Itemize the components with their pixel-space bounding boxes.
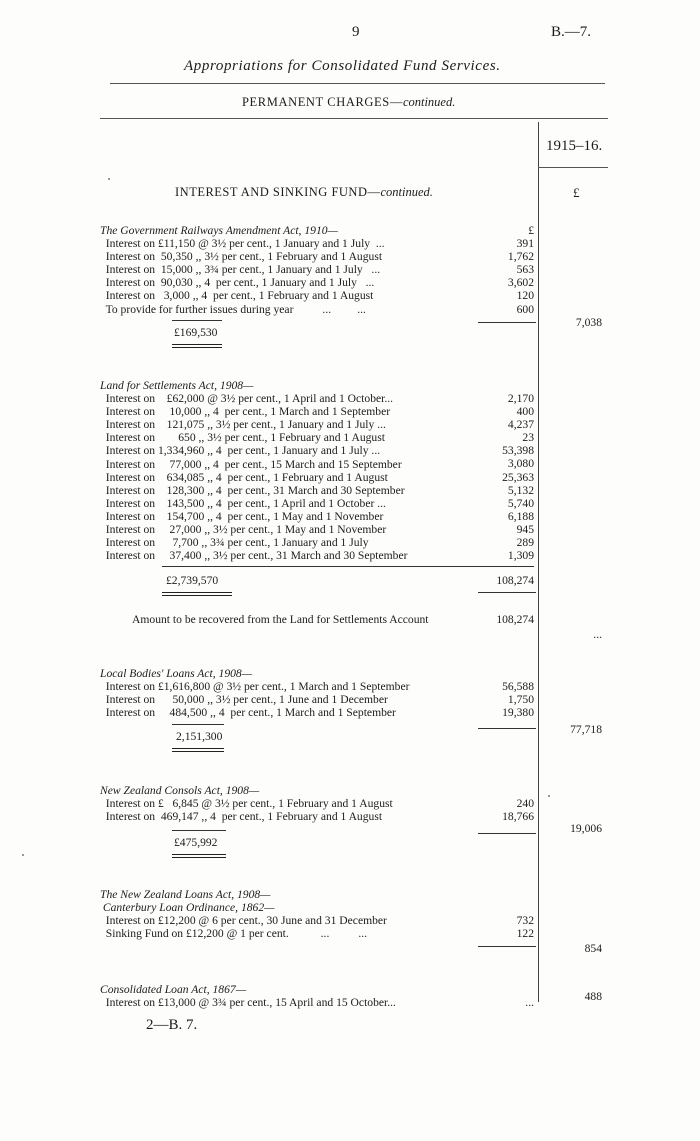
local-bodies-line: Interest on £1,616,800 @ 3½ per cent., 1 March and 1 September [100, 680, 410, 694]
settlements-subtotal-rule [478, 592, 536, 593]
section-heading-main: INTEREST AND SINKING FUND— [175, 185, 381, 199]
consolidated-column-total: 488 [584, 990, 602, 1003]
settlements-value: 23 [522, 431, 534, 445]
settlements-value: 4,237 [507, 418, 534, 432]
settlements-value: 1,309 [507, 549, 534, 563]
consolidated-line: Interest on £13,000 @ 3¾ per cent., 15 April and 15 October... [100, 996, 396, 1010]
consolidated-title: Consolidated Loan Act, 1867— [100, 983, 247, 996]
settlements-double-rule [162, 592, 232, 596]
nz-loans-values [474, 914, 534, 940]
railways-value: 600 [516, 302, 534, 316]
title-rule [110, 83, 605, 84]
railways-sum-rule [478, 322, 536, 323]
settlements-value: 2,170 [507, 392, 534, 405]
signature-mark: 2—B. 7. [146, 1017, 198, 1033]
subtitle-continued: continued. [402, 95, 456, 109]
local-bodies-column-total: 77,718 [570, 723, 602, 736]
consols-total: £475,992 [174, 836, 218, 849]
settlements-line: Interest on 27,000 ,, 3½ per cent., 1 May and 1 November [100, 523, 387, 537]
settlements-value: 289 [516, 536, 534, 550]
railways-value: 120 [516, 289, 534, 303]
local-bodies-rule [172, 724, 224, 725]
year-header-rule [538, 167, 608, 168]
subtitle-main: PERMANENT CHARGES— [242, 95, 403, 109]
settlements-values [474, 392, 534, 562]
settlements-value: 6,188 [507, 509, 534, 523]
settlements-value: 5,132 [507, 483, 534, 497]
local-bodies-double-rule [172, 748, 224, 752]
document-reference: B.—7. [551, 24, 592, 40]
railways-line: Interest on 3,000 ,, 4 per cent., 1 February and 1 August [100, 289, 374, 303]
local-bodies-value: 19,380 [502, 706, 534, 720]
consols-column-total: 19,006 [570, 822, 602, 835]
nz-loans-title: The New Zealand Loans Act, 1908— [100, 888, 271, 901]
settlements-line: Interest on 154,700 ,, 4 per cent., 1 May and 1 November [100, 509, 384, 523]
local-bodies-line: Interest on 50,000 ,, 3½ per cent., 1 June and 1 December [100, 693, 388, 707]
settlements-total: £2,739,570 [166, 574, 219, 587]
consols-values [474, 797, 534, 823]
table-top-rule [100, 118, 608, 119]
settlements-title: Land for Settlements Act, 1908— [100, 379, 254, 392]
consols-value: 240 [516, 797, 534, 810]
settlements-line: Interest on £62,000 @ 3½ per cent., 1 April and 1 October... [100, 392, 394, 406]
railways-value: 391 [516, 237, 534, 251]
settlements-sum-rule [162, 566, 534, 567]
local-bodies-value: 56,588 [502, 680, 534, 693]
consols-line: Interest on £ 6,845 @ 3½ per cent., 1 February and 1 August [100, 797, 393, 811]
railways-double-rule [172, 344, 222, 348]
consols-value: 18,766 [502, 810, 534, 824]
section-heading [175, 185, 433, 200]
consolidated-value: ... [525, 996, 534, 1009]
railways-block [100, 224, 385, 316]
settlements-value: 25,363 [502, 470, 534, 484]
consolidated-values [474, 996, 534, 1009]
railways-value: 563 [516, 263, 534, 277]
settlements-line: Interest on 128,300 ,, 4 per cent., 31 March and 30 September [100, 483, 405, 497]
page-subtitle [242, 95, 455, 110]
railways-values [474, 224, 534, 316]
railways-value: 3,602 [507, 276, 534, 290]
scan-speck [108, 178, 110, 180]
settlements-line: Interest on 7,700 ,, 3¾ per cent., 1 January and 1 July [100, 536, 369, 550]
settlements-line: Interest on 121,075 ,, 3½ per cent., 1 January and 1 July ... [100, 418, 386, 432]
consolidated-block [100, 983, 396, 1009]
nz-loans-column-total: 854 [584, 942, 602, 955]
section-heading-continued: continued. [380, 185, 433, 199]
nz-loans-line: Sinking Fund on £12,200 @ 1 per cent. ... ... [100, 927, 368, 941]
settlements-value: 400 [516, 405, 534, 419]
nz-loans-block [100, 888, 387, 940]
consols-sum-rule [478, 833, 536, 834]
settlements-value: 5,740 [507, 496, 534, 510]
scan-speck [22, 854, 24, 856]
local-bodies-block [100, 667, 409, 719]
settlements-line: Interest on 37,400 ,, 3½ per cent., 31 March and 30 September [100, 549, 408, 563]
railways-total: £169,530 [174, 326, 218, 339]
settlements-recovered-text: Amount to be recovered from the Land for Settlements Account [132, 613, 429, 626]
settlements-recovered-value: 108,274 [496, 613, 534, 626]
page-number: 9 [352, 24, 360, 40]
settlements-value: 945 [516, 522, 534, 536]
consols-double-rule [172, 854, 226, 858]
settlements-line: Interest on 77,000 ,, 4 per cent., 15 March and 15 September [100, 457, 402, 471]
railways-line: Interest on 90,030 ,, 4 per cent., 1 January and 1 July ... [100, 276, 375, 290]
nz-loans-line: Interest on £12,200 @ 6 per cent., 30 June and 31 December [100, 914, 387, 928]
settlements-subtotal: 108,274 [496, 574, 534, 587]
railways-unit: £ [528, 224, 534, 237]
settlements-value: 53,398 [502, 444, 534, 458]
year-column-header: 1915–16. [546, 138, 603, 154]
railways-column-total: 7,038 [575, 316, 602, 329]
railways-line: Interest on £11,150 @ 3½ per cent., 1 January and 1 July ... [100, 237, 385, 251]
consols-title: New Zealand Consols Act, 1908— [100, 784, 260, 797]
consols-line: Interest on 469,147 ,, 4 per cent., 1 February and 1 August [100, 810, 383, 824]
consols-rule [172, 830, 226, 831]
settlements-line: Interest on 650 ,, 3½ per cent., 1 February and 1 August [100, 431, 385, 445]
local-bodies-value: 1,750 [507, 693, 534, 707]
nz-loans-subtitle: Canterbury Loan Ordinance, 1862— [100, 901, 275, 915]
railways-rule [172, 320, 222, 321]
local-bodies-sum-rule [478, 728, 536, 729]
nz-loans-value: 122 [516, 927, 534, 941]
railways-line: Interest on 15,000 ,, 3¾ per cent., 1 January and 1 July ... [100, 263, 381, 277]
settlements-line: Interest on 10,000 ,, 4 per cent., 1 March and 1 September [100, 405, 391, 419]
consols-block [100, 784, 393, 823]
railways-line: To provide for further issues during year ... ... [100, 302, 366, 316]
nz-loans-value: 732 [516, 914, 534, 927]
scan-speck [548, 795, 550, 797]
local-bodies-values [474, 680, 534, 719]
nz-loans-sum-rule [478, 946, 536, 947]
local-bodies-total: 2,151,300 [176, 730, 223, 743]
page-title: Appropriations for Consolidated Fund Services. [184, 58, 501, 74]
settlements-value: 3,080 [507, 457, 534, 471]
year-column-unit: £ [573, 185, 580, 200]
settlements-line: Interest on 1,334,960 ,, 4 per cent., 1 January and 1 July ... [100, 444, 381, 458]
settlements-block [100, 379, 407, 562]
railways-title: The Government Railways Amendment Act, 1910— [100, 224, 338, 237]
railways-value: 1,762 [507, 250, 534, 264]
local-bodies-title: Local Bodies' Loans Act, 1908— [100, 667, 253, 680]
settlements-line: Interest on 634,085 ,, 4 per cent., 1 February and 1 August [100, 470, 388, 484]
settlements-column-total: ... [593, 628, 602, 641]
railways-line: Interest on 50,350 ,, 3½ per cent., 1 February and 1 August [100, 250, 383, 264]
settlements-line: Interest on 143,500 ,, 4 per cent., 1 April and 1 October ... [100, 496, 386, 510]
column-divider [538, 122, 539, 1002]
local-bodies-line: Interest on 484,500 ,, 4 per cent., 1 March and 1 September [100, 706, 396, 720]
